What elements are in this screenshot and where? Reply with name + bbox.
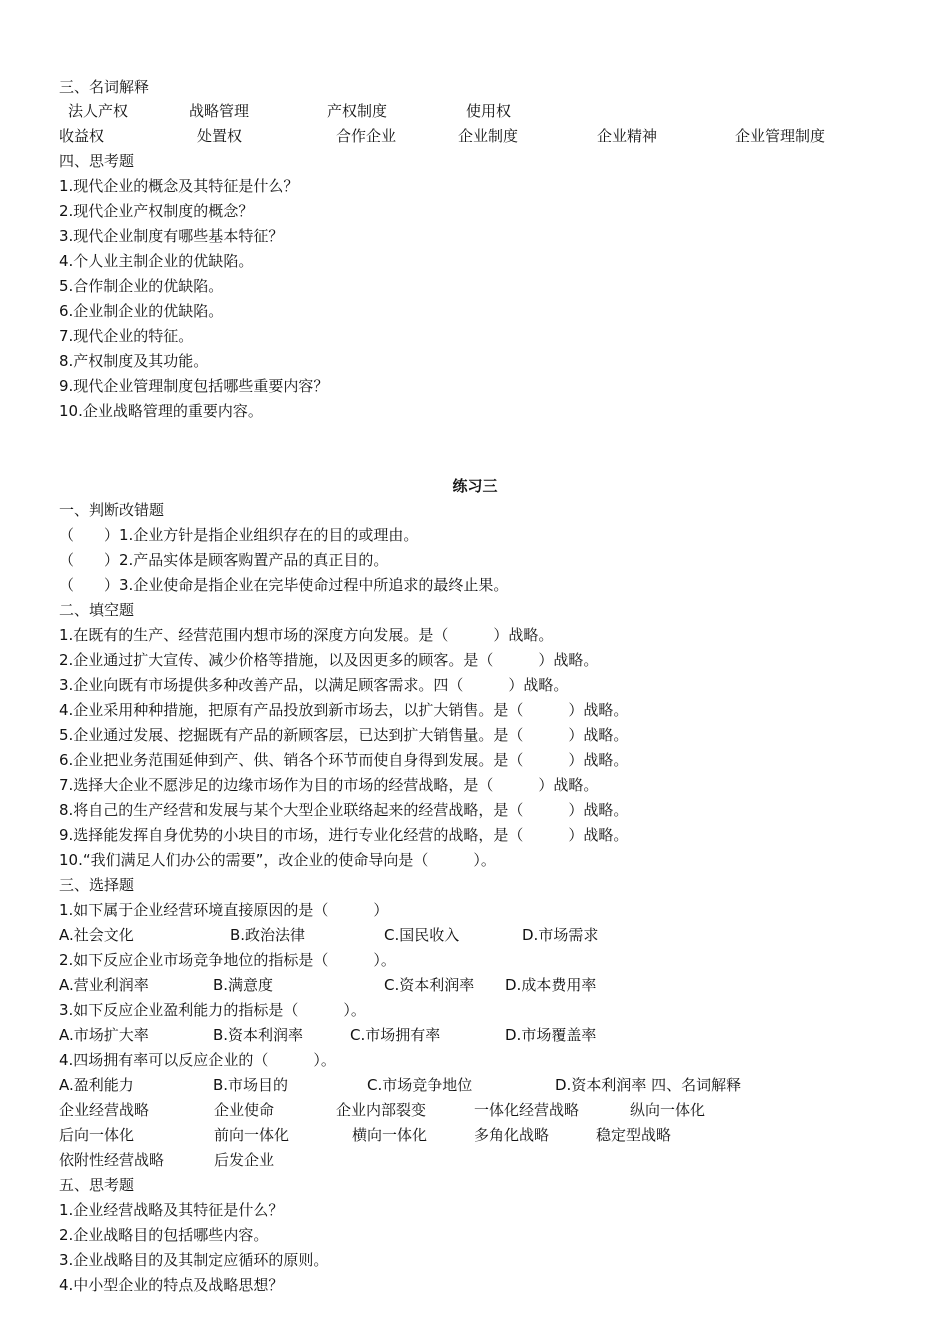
true-false-item: （ ）2.产品实体是顾客购置产品的真正目的。 [59, 551, 389, 569]
fill-blank-item: 4.企业采用种种措施，把原有产品投放到新市场去，以扩大销售。是（ ）战略。 [59, 701, 629, 719]
choice-option: A.社会文化 [59, 926, 134, 944]
choice-option: C.国民收入 [384, 926, 460, 944]
term: 一体化经营战略 [474, 1101, 580, 1119]
term: 纵向一体化 [630, 1101, 706, 1119]
choice-option: D.市场覆盖率 [505, 1026, 597, 1044]
term: 使用权 [466, 102, 512, 120]
section-heading-true-false: 一、判断改错题 [59, 501, 165, 519]
choice-option: C.市场拥有率 [350, 1026, 441, 1044]
question-item: 2.企业战略目的包括哪些内容。 [59, 1226, 269, 1244]
choice-option: B.满意度 [213, 976, 274, 994]
choice-question: 1.如下属于企业经营环境直接原因的是（ ） [59, 901, 389, 919]
fill-blank-item: 8.将自己的生产经营和发展与某个大型企业联络起来的经营战略，是（ ）战略。 [59, 801, 629, 819]
choice-option: C.市场竞争地位 [367, 1076, 473, 1094]
term: 稳定型战略 [596, 1126, 672, 1144]
choice-option: D.成本费用率 [505, 976, 597, 994]
term: 产权制度 [327, 102, 388, 120]
term: 处置权 [197, 127, 243, 145]
term: 前向一体化 [214, 1126, 290, 1144]
term: 依附性经营战略 [59, 1151, 165, 1169]
fill-blank-item: 6.企业把业务范围延伸到产、供、销各个环节而使自身得到发展。是（ ）战略。 [59, 751, 629, 769]
term: 企业使命 [214, 1101, 275, 1119]
section-heading-terms: 三、名词解释 [59, 78, 150, 96]
term: 企业内部裂变 [336, 1101, 427, 1119]
question-item: 5.合作制企业的优缺陷。 [59, 277, 224, 295]
choice-option: A.盈利能力 [59, 1076, 134, 1094]
term: 后向一体化 [59, 1126, 135, 1144]
question-item: 10.企业战略管理的重要内容。 [59, 402, 263, 420]
term: 企业制度 [458, 127, 519, 145]
choice-option: B.市场目的 [213, 1076, 289, 1094]
section-heading-questions: 四、思考题 [59, 152, 135, 170]
question-item: 3.企业战略目的及其制定应循环的原则。 [59, 1251, 329, 1269]
question-item: 4.中小型企业的特点及战略思想？ [59, 1276, 284, 1294]
question-item: 8.产权制度及其功能。 [59, 352, 209, 370]
true-false-item: （ ）1.企业方针是指企业组织存在的目的或理由。 [59, 526, 419, 544]
choice-option: A.营业利润率 [59, 976, 149, 994]
fill-blank-item: 3.企业向既有市场提供多种改善产品，以满足顾客需求。四（ ）战略。 [59, 676, 569, 694]
question-item: 4.个人业主制企业的优缺陷。 [59, 252, 254, 270]
term: 多角化战略 [474, 1126, 550, 1144]
fill-blank-item: 5.企业通过发展、挖掘既有产品的新顾客层，已达到扩大销售量。是（ ）战略。 [59, 726, 629, 744]
section-heading-fill-blank: 二、填空题 [59, 601, 135, 619]
term: 横向一体化 [352, 1126, 428, 1144]
question-item: 1.现代企业的概念及其特征是什么？ [59, 177, 299, 195]
section-heading-multiple-choice: 三、选择题 [59, 876, 135, 894]
choice-option: B.资本利润率 [213, 1026, 304, 1044]
term: 企业管理制度 [735, 127, 826, 145]
term: 企业精神 [597, 127, 658, 145]
question-item: 7.现代企业的特征。 [59, 327, 194, 345]
term: 法人产权 [68, 102, 129, 120]
term: 合作企业 [336, 127, 397, 145]
fill-blank-item: 7.选择大企业不愿涉足的边缘市场作为目的市场的经营战略，是（ ）战略。 [59, 776, 599, 794]
fill-blank-item: 9.选择能发挥自身优势的小块目的市场，进行专业化经营的战略，是（ ）战略。 [59, 826, 629, 844]
choice-question: 4.四场拥有率可以反应企业的（ ）。 [59, 1051, 336, 1069]
term: 收益权 [59, 127, 105, 145]
section-heading-reflection: 五、思考题 [59, 1176, 135, 1194]
term: 企业经营战略 [59, 1101, 150, 1119]
question-item: 6.企业制企业的优缺陷。 [59, 302, 224, 320]
question-item: 2.现代企业产权制度的概念？ [59, 202, 254, 220]
question-item: 1.企业经营战略及其特征是什么？ [59, 1201, 284, 1219]
exercise-title: 练习三 [452, 477, 498, 495]
fill-blank-item: 10.“我们满足人们办公的需要”，改企业的使命导向是（ ）。 [59, 851, 496, 869]
choice-option: D.市场需求 [522, 926, 599, 944]
question-item: 3.现代企业制度有哪些基本特征？ [59, 227, 284, 245]
term: 后发企业 [214, 1151, 275, 1169]
choice-option: C.资本利润率 [384, 976, 475, 994]
true-false-item: （ ）3.企业使命是指企业在完毕使命过程中所追求的最终止果。 [59, 576, 509, 594]
choice-question: 3.如下反应企业盈利能力的指标是（ ）。 [59, 1001, 366, 1019]
fill-blank-item: 2.企业通过扩大宣传、减少价格等措施，以及因更多的顾客。是（ ）战略。 [59, 651, 599, 669]
choice-question: 2.如下反应企业市场竞争地位的指标是（ ）。 [59, 951, 396, 969]
choice-option: B.政治法律 [230, 926, 306, 944]
choice-option: A.市场扩大率 [59, 1026, 149, 1044]
term: 战略管理 [189, 102, 250, 120]
question-item: 9.现代企业管理制度包括哪些重要内容？ [59, 377, 329, 395]
fill-blank-item: 1.在既有的生产、经营范围内想市场的深度方向发展。是（ ）战略。 [59, 626, 554, 644]
choice-option: D.资本利润率 四、名词解释 [555, 1076, 742, 1094]
